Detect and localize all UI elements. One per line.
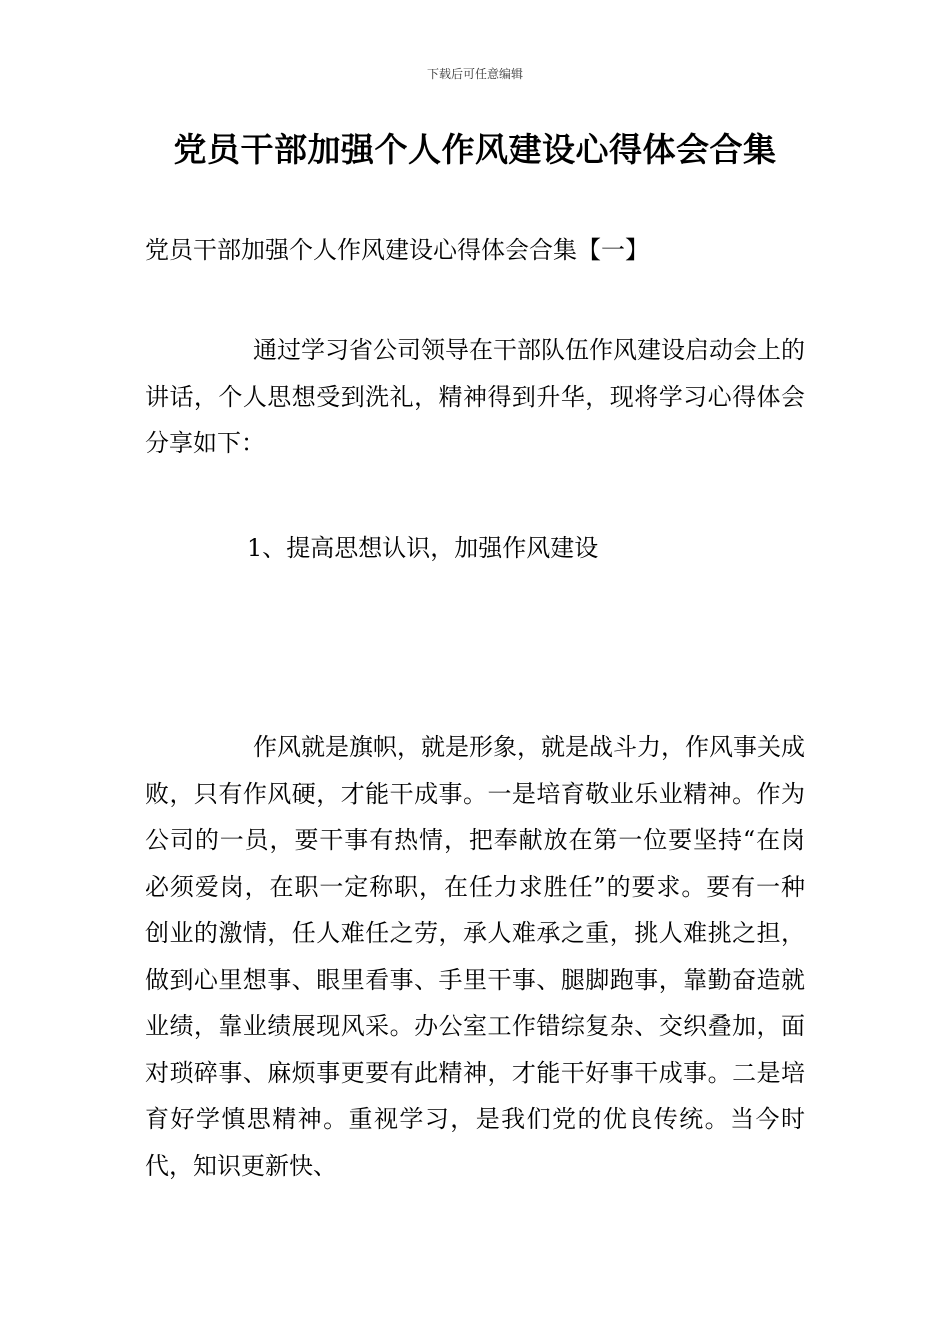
intro-paragraph: 通过学习省公司领导在干部队伍作风建设启动会上的讲话，个人思想受到洗礼，精神得到升华，现将学习心得体会分享如下：: [145, 336, 805, 457]
document-title: 党员干部加强个人作风建设心得体会合集: [173, 130, 777, 169]
section-title: 党员干部加强个人作风建设心得体会合集【一】: [145, 236, 649, 264]
point-heading: 1、提高思想认识，加强作风建设: [247, 534, 599, 562]
header-note: 下载后可任意编辑: [426, 67, 523, 81]
body-paragraph: 作风就是旗帜，就是形象，就是战斗力，作风事关成败，只有作风硬，才能干成事。一是培育敬业乐业精神。作为公司的一员，要干事有热情，把奉献放在第一位要坚持“在岗必须爱岗，在职一定称职，在任力求胜任”的要求。要有一种创业的激情，任人难任之劳，承人难承之重，挑人难挑之担，做到心里想事、眼里看事、手里干事、腿脚跑事，靠勤奋造就业绩，靠业绩展现风采。办公室工作错综复杂、交织叠加，面对琐碎事、麻烦事更要有此精神，才能干好事干成事。二是培育好学慎思精神。重视学习，是我们党的优良传统。当今时代，知识更新快、: [145, 733, 805, 1180]
